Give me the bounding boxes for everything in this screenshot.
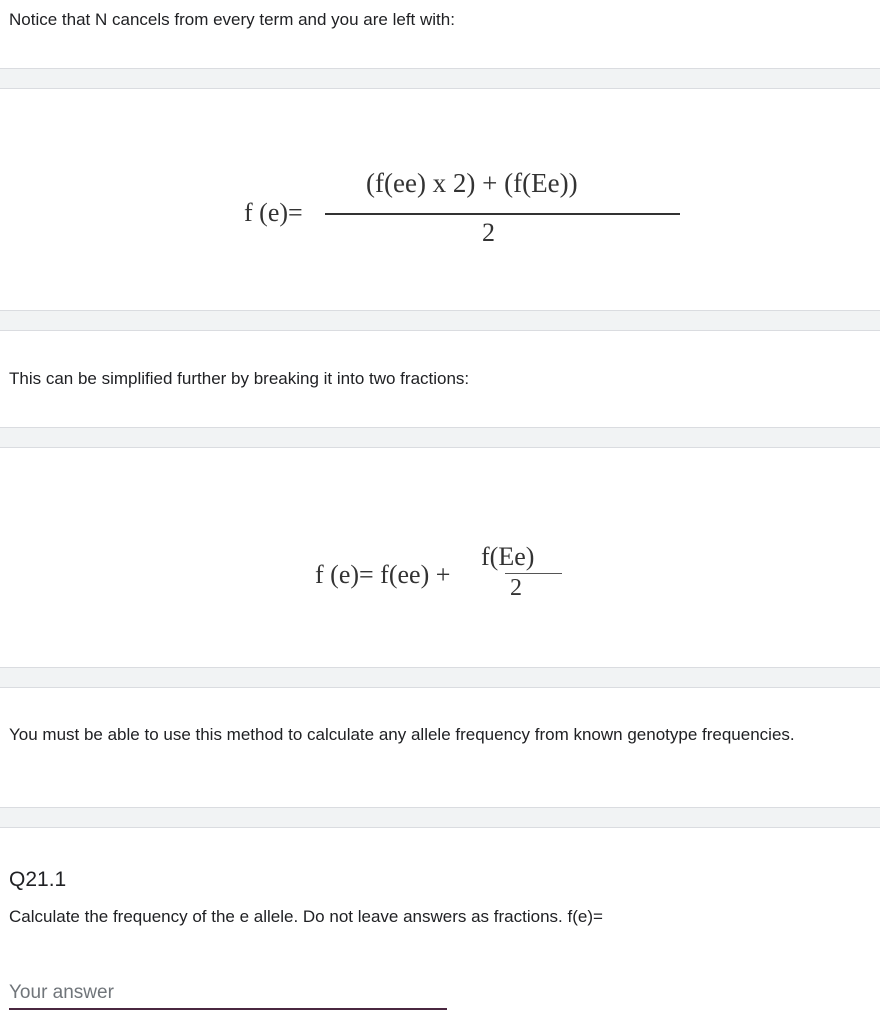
method-text: You must be able to use this method to calculate any allele frequency from known genotype frequencies. (9, 725, 795, 744)
simplify-text: This can be simplified further by breaking it into two fractions: (9, 369, 470, 388)
equation2-lhs: f (e)= f(ee) + (315, 560, 451, 589)
equation1-lhs: f (e)= (244, 198, 303, 227)
question-prompt: Calculate the frequency of the e allele. Do not leave answers as fractions. f(e)= (9, 907, 603, 926)
equation1-fraction-bar (325, 213, 680, 215)
section-separator (0, 807, 880, 828)
answer-input[interactable] (9, 978, 447, 1010)
equation1-numerator: (f(ee) x 2) + (f(Ee)) (366, 168, 578, 198)
section-separator (0, 667, 880, 688)
equation2-numerator: f(Ee) (481, 542, 535, 571)
section-separator (0, 68, 880, 89)
equation2-fraction-bar (505, 573, 562, 574)
equation2-denominator: 2 (510, 575, 522, 601)
intro-text: Notice that N cancels from every term and you are left with: (9, 10, 455, 29)
question-title: Q21.1 (9, 868, 67, 891)
section-separator (0, 310, 880, 331)
equation1-denominator: 2 (482, 218, 495, 247)
section-separator (0, 427, 880, 448)
